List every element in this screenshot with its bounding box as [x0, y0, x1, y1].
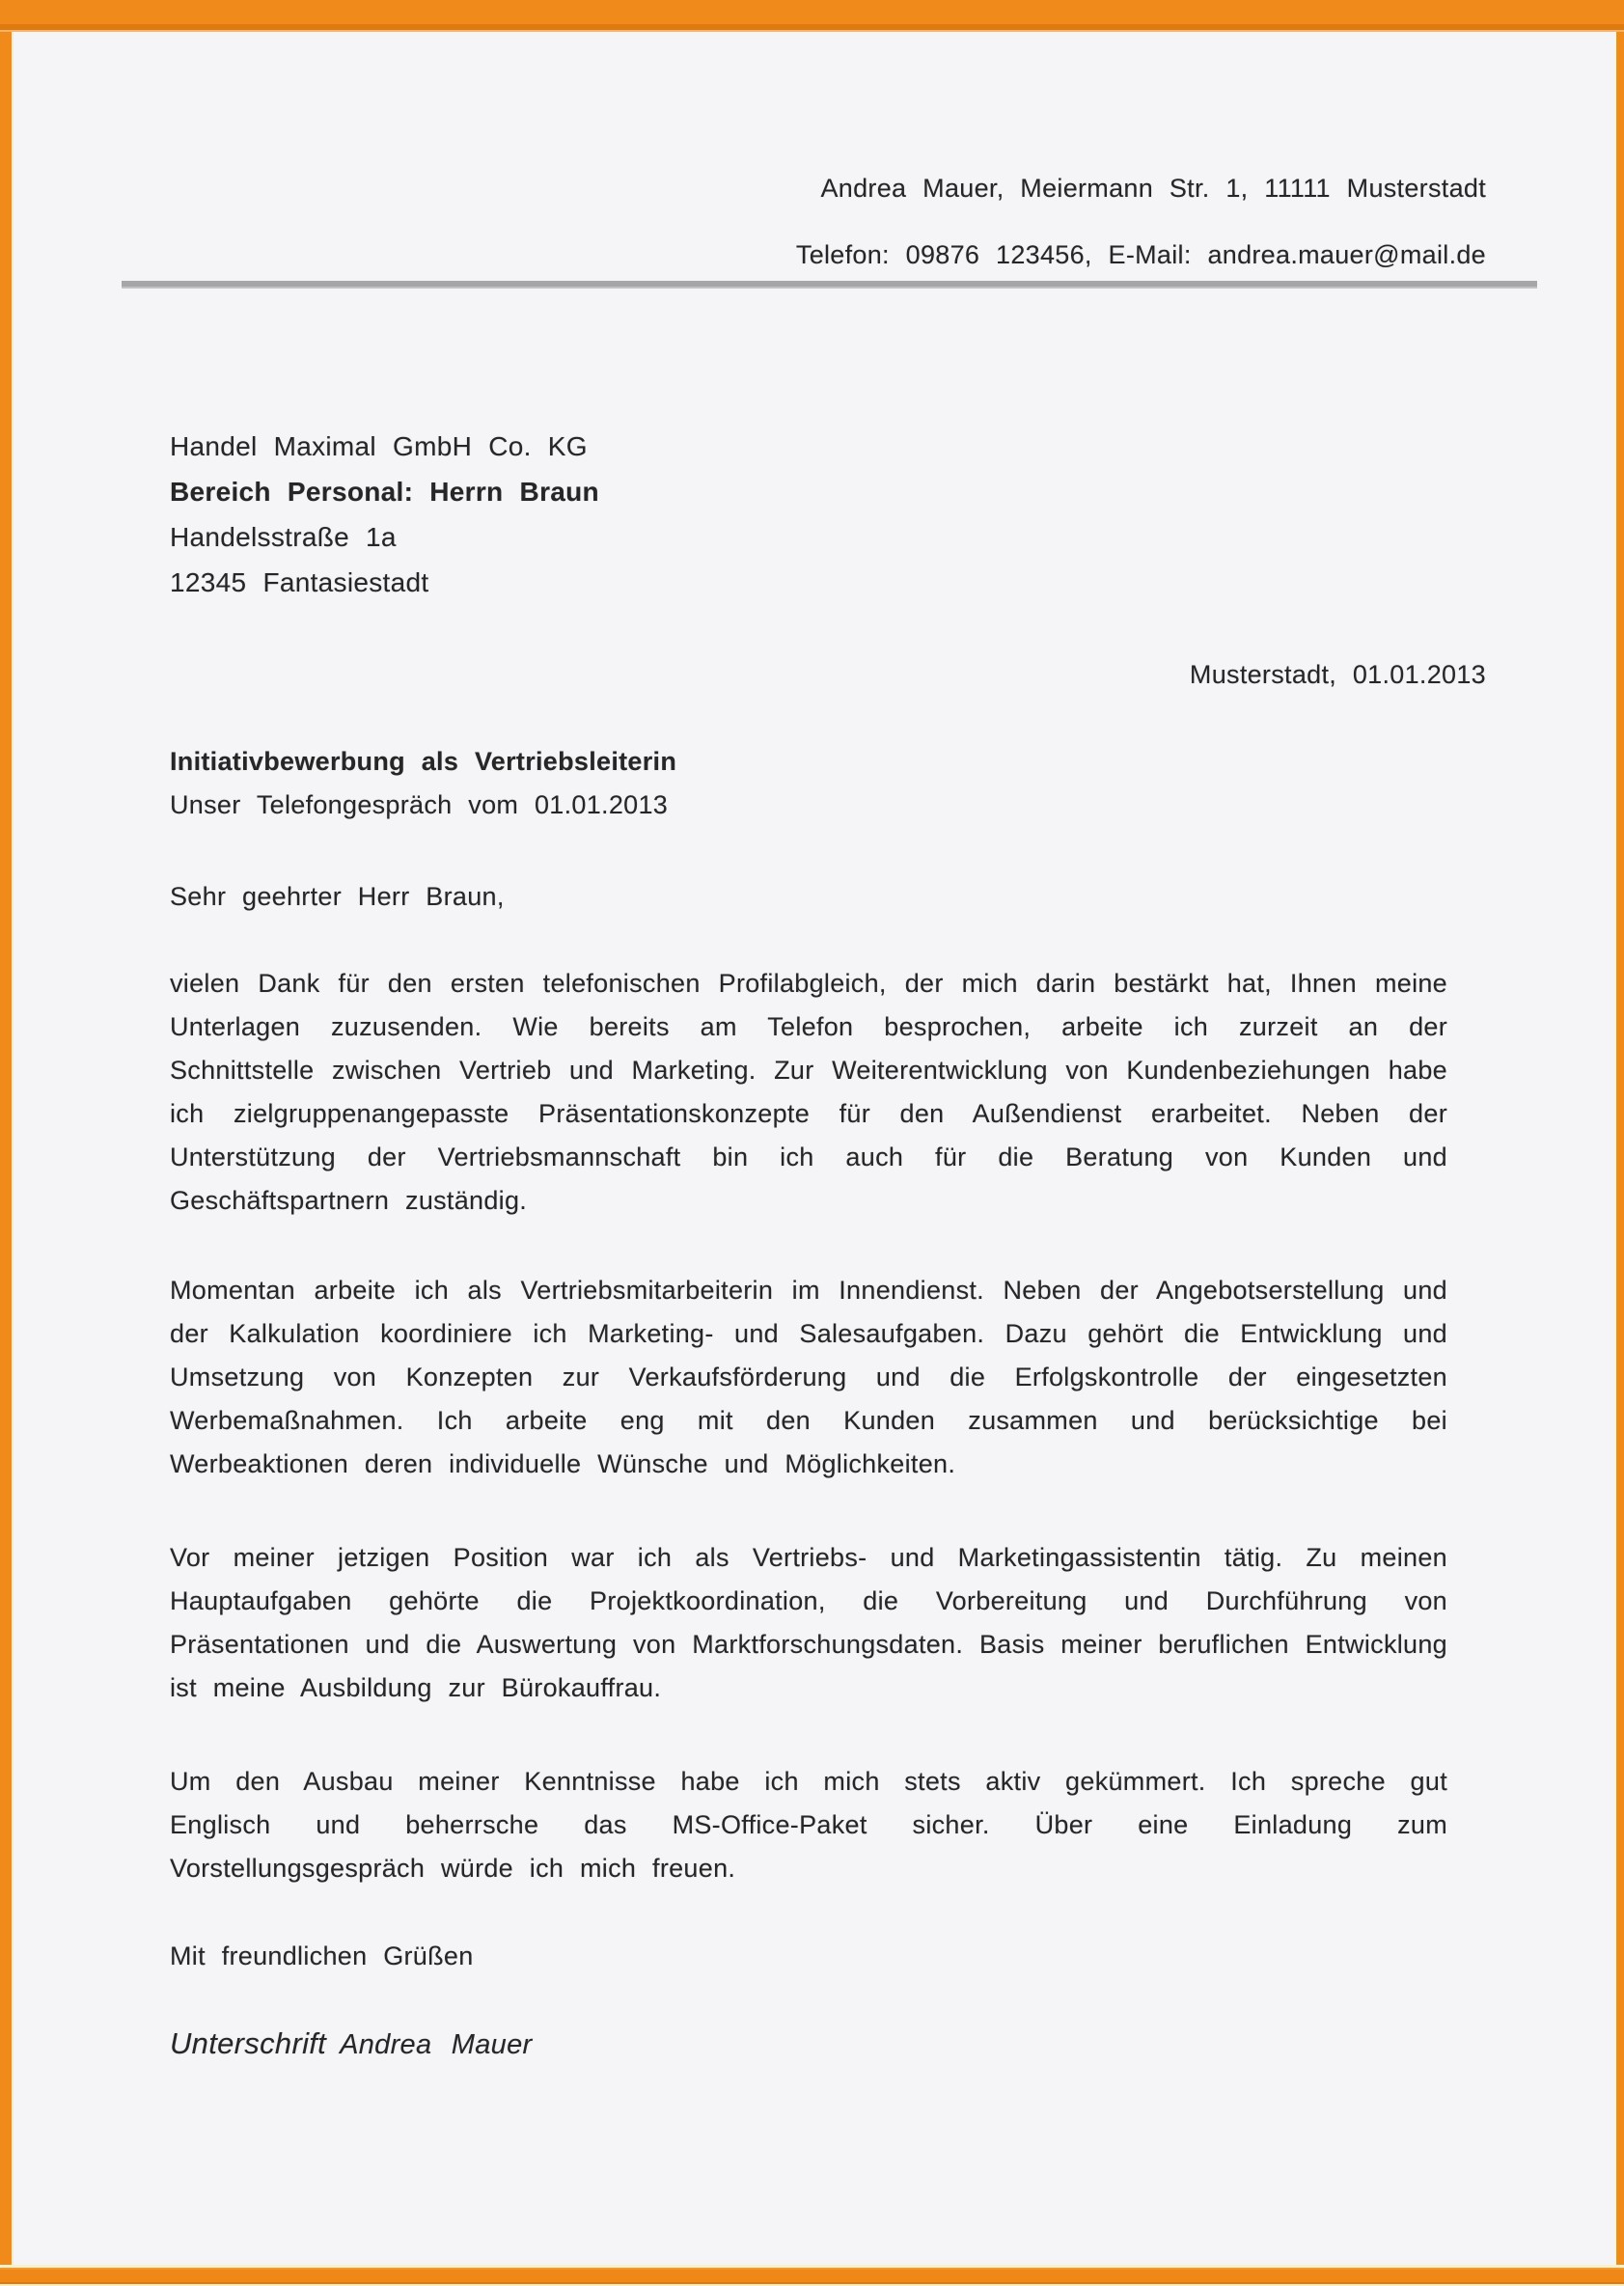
body-paragraph-4: Um den Ausbau meiner Kenntnisse habe ich mich stets aktiv gekümmert. Ich spreche gut Englisch und beherrsche das MS-Office-Paket sicher. Über eine Einladung zum Vorstellungsgespräch würde ich mich freuen. — [170, 1767, 1447, 1883]
letter-page — [14, 32, 1616, 2265]
letter-header — [170, 167, 1486, 289]
subject-line: Initiativbewerbung als Vertriebsleiterin — [170, 747, 677, 776]
body-paragraph-1: vielen Dank für den ersten telefonischen Profilabgleich, der mich darin bestärkt hat, Ihnen meine Unterlagen zuzusenden. Wie bereits am Telefon besprochen, arbeite ich zurzeit an der Schnittstelle zwischen Vertrieb und Marketing. Zur Weiterentwicklung von Kundenbeziehungen habe ich zielgruppenangepasste Präsentationskonzepte für den Außendienst erarbeitet. Neben der Unterstützung der Vertriebsmannschaft bin ich auch für die Beratung von Kunden und Geschäftspartnern zuständig. — [170, 969, 1447, 1215]
sender-contact-line: Telefon: 09876 123456, E-Mail: andrea.mauer@mail.de — [795, 240, 1486, 269]
date-line: Musterstadt, 01.01.2013 — [1189, 660, 1486, 689]
page-border-left — [0, 0, 14, 2286]
recipient-address-block — [170, 424, 1486, 605]
recipient-department: Bereich Personal: Herrn Braun — [170, 477, 599, 507]
recipient-company: Handel Maximal GmbH Co. KG — [170, 431, 588, 461]
recipient-street: Handelsstraße 1a — [170, 522, 397, 552]
subject-block — [170, 740, 1486, 827]
closing-phrase: Mit freundlichen Grüßen — [170, 1942, 474, 1970]
sender-address-line: Andrea Mauer, Meiermann Str. 1, 11111 Musterstadt — [820, 174, 1486, 203]
body-paragraph-3: Vor meiner jetzigen Position war ich als Vertriebs- und Marketingassistentin tätig. Zu meinen Hauptaufgaben gehörte die Projektkoordination, die Vorbereitung und Durchführung von Präsentationen und die Auswertung von Marktforschungsdaten. Basis meiner beruflichen Entwicklung ist meine Ausbildung zur Bürokauffrau. — [170, 1543, 1447, 1702]
recipient-city: 12345 Fantasiestadt — [170, 567, 429, 597]
reference-line: Unser Telefongespräch vom 01.01.2013 — [170, 790, 669, 819]
body-paragraph-2: Momentan arbeite ich als Vertriebsmitarbeiterin im Innendienst. Neben der Angebotserstellung und der Kalkulation koordiniere ich Marketing- und Salesaufgaben. Dazu gehört die Entwicklung und Umsetzung von Konzepten zur Verkaufsförderung und die Erfolgskontrolle der eingesetzten Werbemaßnahmen. Ich arbeite eng mit den Kunden zusammen und berücksichtige bei Werbeaktionen deren individuelle Wünsche und Möglichkeiten. — [170, 1276, 1447, 1478]
signature-name: Andrea Mauer — [340, 2029, 533, 2060]
page-border-top — [0, 0, 1624, 32]
page-border-right — [1616, 0, 1624, 2286]
signature-line — [170, 2022, 1486, 2067]
page-border-bottom — [0, 2265, 1624, 2286]
signature-label: Unterschrift — [170, 2026, 327, 2060]
salutation-line: Sehr geehrter Herr Braun, — [170, 882, 505, 911]
header-divider — [122, 281, 1537, 289]
